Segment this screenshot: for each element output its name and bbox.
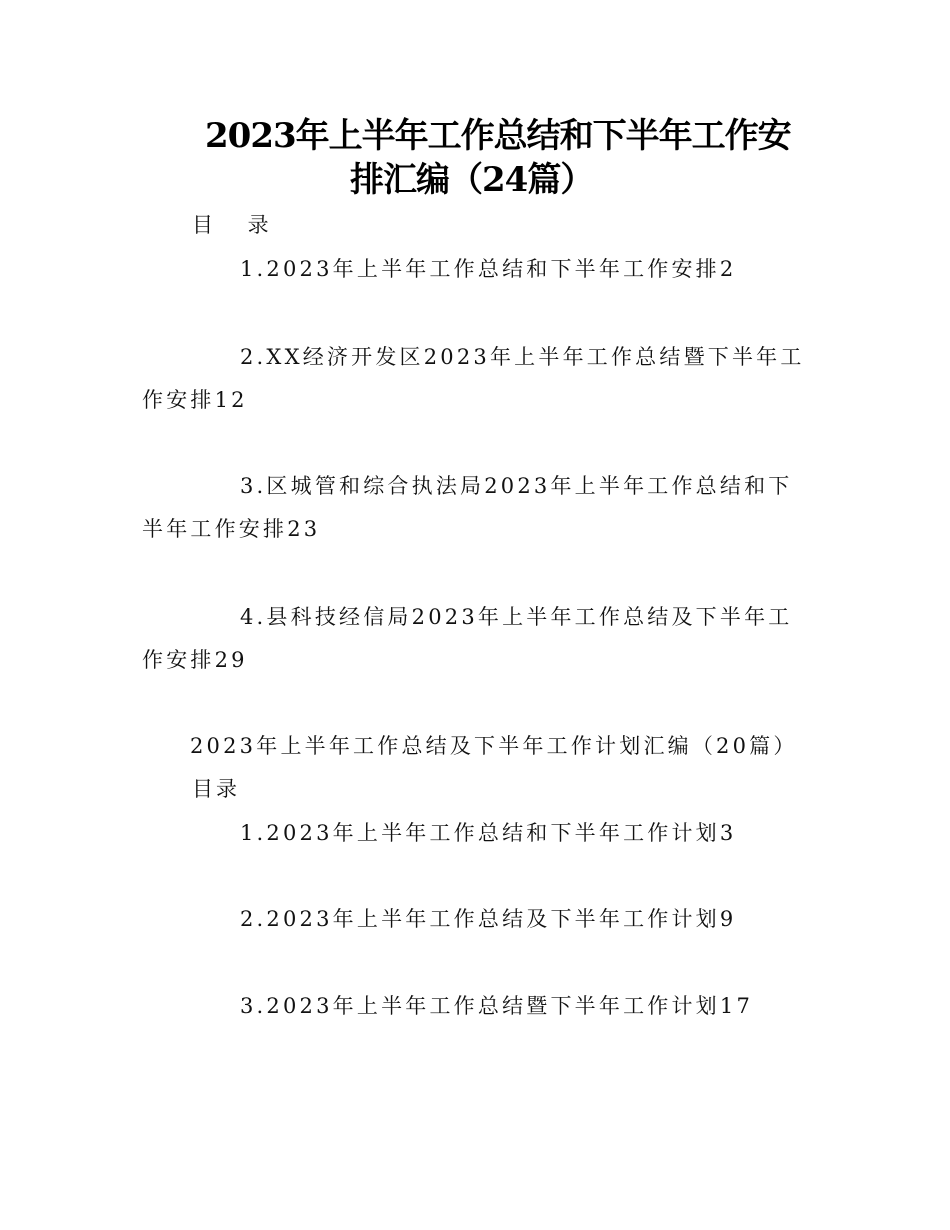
toc2-entry-2: 2.2023年上半年工作总结及下半年工作计划9	[240, 907, 737, 931]
document-title-line-2: 排汇编（24篇）	[350, 160, 594, 200]
toc-entry-1: 1.2023年上半年工作总结和下半年工作安排2	[240, 257, 737, 281]
toc-entry-3-line-2: 半年工作安排23	[142, 517, 321, 541]
toc-entry-4-line-2: 作安排29	[142, 648, 248, 672]
toc-heading-2: 目录	[192, 777, 240, 801]
document-title-line-1: 2023年上半年工作总结和下半年工作安	[205, 116, 791, 156]
toc-entry-2-line-1: 2.XX经济开发区2023年上半年工作总结暨下半年工	[240, 345, 805, 369]
toc-heading: 目 录	[192, 213, 283, 237]
toc-entry-2-line-2: 作安排12	[142, 388, 248, 412]
toc2-entry-3: 3.2023年上半年工作总结暨下半年工作计划17	[240, 994, 753, 1018]
toc-entry-3-line-1: 3.区城管和综合执法局2023年上半年工作总结和下	[240, 474, 793, 498]
sub-collection-title: 2023年上半年工作总结及下半年工作计划汇编（20篇）	[190, 734, 798, 758]
toc2-entry-1: 1.2023年上半年工作总结和下半年工作计划3	[240, 821, 737, 845]
toc-entry-4-line-1: 4.县科技经信局2023年上半年工作总结及下半年工	[240, 605, 793, 629]
